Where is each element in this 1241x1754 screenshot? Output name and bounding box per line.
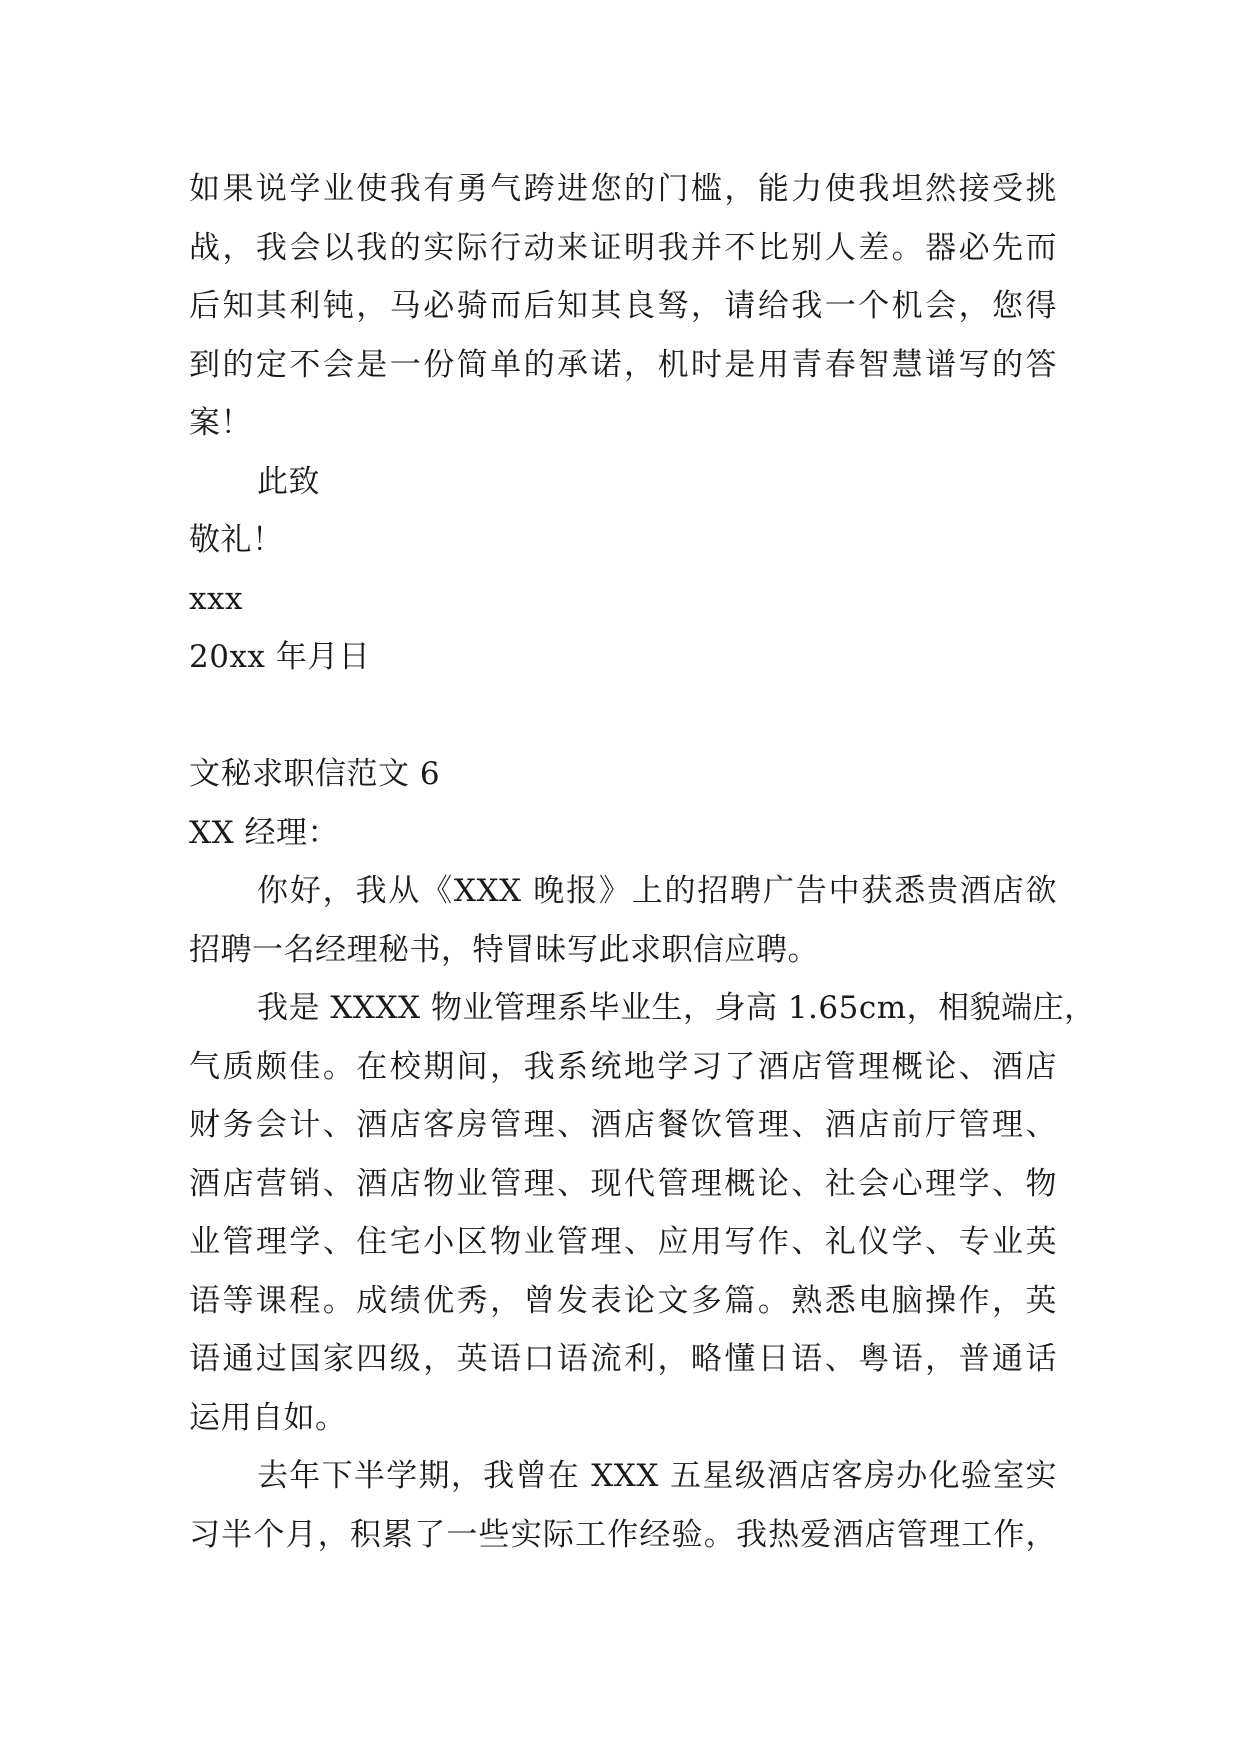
text-line: 后知其利钝，马必骑而后知其良驽，请给我一个机会，您得: [189, 288, 1057, 324]
text-line: 气质颇佳。在校期间，我系统地学习了酒店管理概论、酒店: [189, 1048, 1057, 1085]
salutation: 敬礼！: [189, 522, 284, 558]
paragraph-experience: [189, 1447, 1057, 1564]
section-title: 文秘求职信范文 6: [189, 756, 441, 792]
text-line: 你好，我从《XXX 晚报》上的招聘广告中获悉贵酒店欲: [257, 873, 1057, 909]
text-line: 语等课程。成绩优秀，曾发表论文多篇。熟悉电脑操作，英: [189, 1282, 1057, 1319]
text-line: 我是 XXXX 物业管理系毕业生，身高 1.65cm，相貌端庄，: [257, 990, 1096, 1026]
document-page: [189, 160, 1096, 1564]
text-line: 如果说学业使我有勇气跨进您的门槛，能力使我坦然接受挑: [189, 171, 1057, 207]
paragraph-background: [189, 979, 1096, 1447]
paragraph-intro: [189, 862, 1057, 979]
greeting: XX 经理：: [189, 814, 339, 851]
text-line: 去年下半学期，我曾在 XXX 五星级酒店客房办化验室实: [257, 1458, 1057, 1494]
letter-date: 20xx 年月日: [189, 639, 371, 675]
paragraph-closing-appeal: [189, 160, 1057, 453]
text-line: 财务会计、酒店客房管理、酒店餐饮管理、酒店前厅管理、: [189, 1107, 1057, 1143]
text-line: 案！: [189, 405, 252, 441]
signature: xxx: [189, 580, 243, 617]
text-line: 习半个月，积累了一些实际工作经验。我热爱酒店管理工作，: [189, 1516, 1057, 1553]
text-line: 酒店营销、酒店物业管理、现代管理概论、社会心理学、物: [189, 1165, 1057, 1202]
text-line: 运用自如。: [189, 1399, 347, 1436]
closing-phrase: 此致: [257, 463, 320, 500]
text-line: 招聘一名经理秘书，特冒昧写此求职信应聘。: [189, 931, 819, 968]
text-line: 业管理学、住宅小区物业管理、应用写作、礼仪学、专业英: [189, 1224, 1057, 1260]
text-line: 语通过国家四级，英语口语流利，略懂日语、粤语，普通话: [189, 1341, 1057, 1377]
text-line: 战，我会以我的实际行动来证明我并不比别人差。器必先而: [189, 229, 1057, 266]
spacer: [189, 687, 1057, 746]
text-line: 到的定不会是一份简单的承诺，机时是用青春智慧谱写的答: [189, 346, 1057, 383]
